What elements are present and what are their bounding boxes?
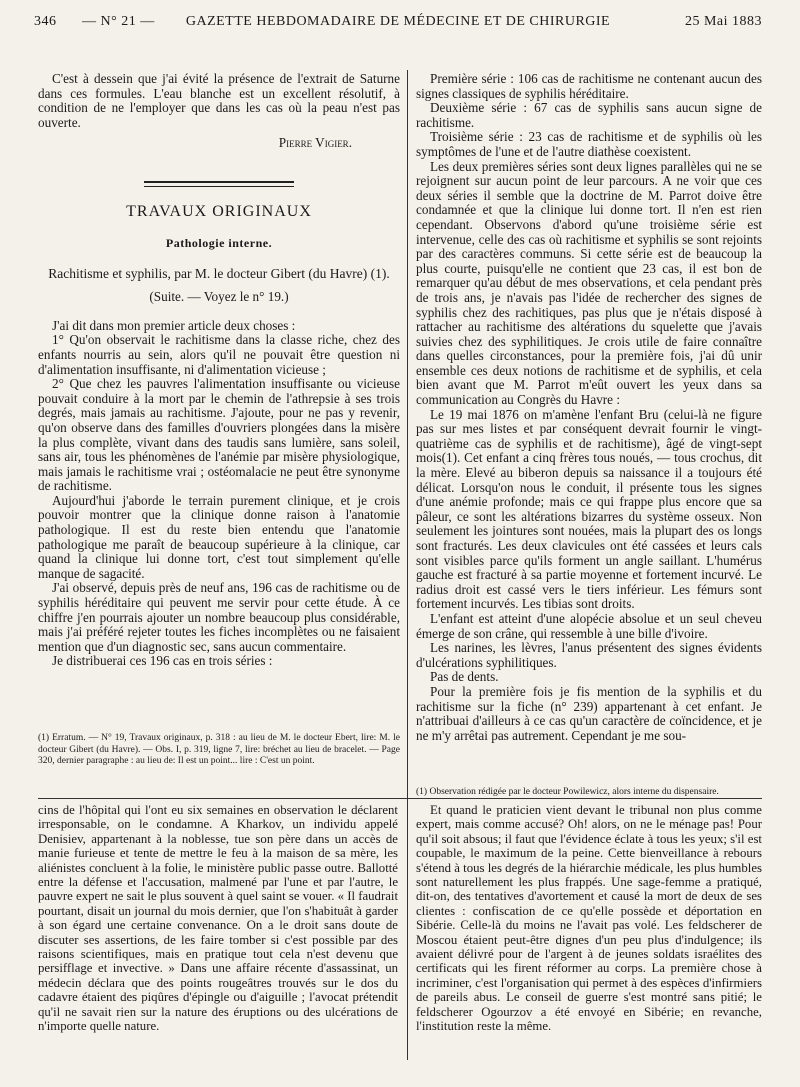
lower-left-column [38,803,398,1073]
paragraph: L'enfant est atteint d'une alopécie absolue et un seul cheveu émerge de son crâne, qui ressemble à une bille d'ivoire. [416,610,762,641]
lower-right-column [416,803,762,1073]
issue-date: 25 Mai 1883 [684,14,762,29]
paragraph: Pas de dents. [430,669,499,685]
paragraph: J'ai dit dans mon premier article deux choses : [52,317,296,333]
author-signature: Pierre Vigier. [278,135,352,151]
paragraph: cins de l'hôpital qui l'ont eu six semaines en observation le déclarent irresponsable, on le condamne. A Kharkov, un individu appelé Denisiev, appartenant à la noblesse, tue son père dans un accès de manie furieuse et tente de mettre le feu à la maison de sa mère, les aliénistes concluent à la folie, le ministère public passe outre. Ballotté entre la défense et l'accusation, malmené par l'une et par l'autre, le pauvre expert ne sait le plus souvent à quel saint se vouer. « Il faudrait pourtant, disait un journal du mois dernier, que l'on s'habituât à garder à son égard une certaine convenance. On a le droit sans doute de discuter ses assertions, de les faire tomber si c'est possible par des raisons scientifiques, mais en pratique tout cela n'est devenu que persifflage et invective. » Dans une affaire récente d'assassinat, un médecin déclara que des points rougeâtres trouvés sur le dos du cadavre étaient des piqûres d'épingle ou d'aiguille ; l'avocat prétendit qu'il ne savait rien sur la nature des éruptions ou des ulcérations de n'importe quelle nature. [38,803,398,1034]
paragraph: Les narines, les lèvres, l'anus présentent des signes évidents d'ulcérations syphilitiques. [416,640,762,670]
paragraph: Pour la première fois je fis mention de la syphilis et du rachitisme sur la fiche (n° 239) appartenant à cet enfant. Je n'attribuai d'ailleurs à ce cas qu'un caractère de coïncidence, et je ne m'y arrêtai pas autrement. Cependant je me sou- [416,683,762,743]
series-item: Première série : 106 cas de rachitisme ne contenant aucun des signes classiques de syphilis héréditaire. [416,72,762,101]
right-column [416,72,762,772]
subsection-title: Pathologie interne. [165,235,273,250]
paragraph: J'ai observé, depuis près de neuf ans, 196 cas de rachitisme ou de syphilis héréditaire qui peuvent me servir pour cette étude. À ce chiffre j'en pourrais ajouter un nombre beaucoup plus considérable, mais j'ai préféré rejeter toutes les fiches incomplètes ou ne faisaient mention que d'un diagnostic sec, sans aucun commentaire. [38,580,400,654]
paragraph: Aujourd'hui j'aborde le terrain purement clinique, et je crois pouvoir montrer que la clinique donne raison à l'anatomie pathologique. Il est du reste bien entendu que l'anatomie pathologique me paraît de beaucoup supérieure à la clinique, car quand la clinique lui donne tort, c'est tout simplement qu'elle manque de sagacité. [38,492,400,581]
continuation-note: (Suite. — Voyez le n° 19.) [149,289,289,305]
series-item: Troisième série : 23 cas de rachitisme et de syphilis où les symptômes de l'une et de l'autre diathèse coexistent. [416,129,762,159]
column-divider-lower [407,800,408,1060]
footnote-erratum: (1) Erratum. — N° 19, Travaux originaux, p. 318 : au lieu de M. le docteur Ebert, lire: M. le docteur Gibert (du Havre). — Obs. I, p. 319, ligne 7, lire: bréchet au lieu de bracelet. — Page 320, dernier paragraphe : au lieu de: Il est un point... lire : C'est un point. [38,733,400,766]
section-title: TRAVAUX ORIGINAUX [126,202,312,220]
paragraph: 1° Qu'on observait le rachitisme dans la classe riche, chez des enfants nourris au sein, alors qu'il ne pouvait être question ni d'alimentation insuffisante, ni d'alimentation vicieuse ; [38,332,400,377]
footnote-observation: (1) Observation rédigée par le docteur Powilewicz, alors interne du dispensaire. [416,787,719,797]
issue-number: — N° 21 — [82,14,155,29]
paragraph: Le 19 mai 1876 on m'amène l'enfant Bru (celui-là ne figure pas sur mes listes et par conséquent devrait fournir le vingt-quatrième cas de syphilis et de rachitisme), âgé de vingt-sept mois(1). Cet enfant a cinq frères tous noués, — tous crochus, dit la mère. Elevé au biberon depuis sa naissance il a toujours été délicat. Lorsqu'on nous le conduit, il présente tous les signes d'une anémie profonde; mais ce qui frappe plus encore que sa pâleur, ce sont les altérations bizarres du système osseux. Non seulement les jointures sont nouées, mais la plupart des os longs sont fracturés. Les deux clavicules ont été cassées et leurs cals sont visibles parce qu'ils forment un angle saillant. L'humérus gauche est fracturé à sa partie moyenne et fortement incurvé. Le radius droit est cassé vers le tiers inférieur. Les fémurs sont fortement incurvés. Les tibias sont droits. [416,406,762,612]
ornamental-rule [144,181,294,187]
page-number: 346 [34,14,57,29]
column-divider [407,70,408,800]
article-title: Rachitisme et syphilis, par M. le docteur Gibert (du Havre) (1). [48,266,390,282]
paragraph: Et quand le praticien vient devant le tribunal non plus comme expert, mais comme accusé? Oh! alors, on ne le ménage pas! Pour qu'il soit absous; il faut que l'évidence éclate à tous les yeux; s'il est coupable, le maximum de la peine. Cette bienveillance à rebours s'étend à tous les degrés de la hiérarchie médicale, les plus humbles sont naturellement les plus frappés. Une sage-femme a pratiqué, dit-on, des tentatives d'avortement et causé la mort de deux de ses clientes : confiscation de ce qu'elle possède et déportation en Sibérie. Celle-là du moins ne l'avait pas volé. Les feldscherer de Moscou étaient peut-être dignes d'un peu plus d'indulgence; ils avaient délivré pour de l'argent à de jeunes soldats israélites des certificats qui les firent réformer au corps. La première chose à incriminer, c'est l'organisation qui permet à des espèces d'infirmiers de pareils abus. Le conseil de guerre s'est montré sans pitié; le feldscherer Ogourzov a été envoyé en Sibérie; en revanche, l'institution reste la même. [416,803,762,1034]
paragraph: 2° Que chez les pauvres l'alimentation insuffisante ou vicieuse pouvait conduire à la mort par le chemin de l'athrepsie à ses trois degrés, mais jamais au rachitisme. J'ajoute, pour ne pas y revenir, qu'on observe dans des familles d'ouvriers plongées dans la misère la plus complète, vivant dans des taudis sans lumière, sans soleil, sans air, tous les phénomènes de l'anémie par misère physiologique, mais jamais le rachitisme vrai ; ostéomalacie ne peut être synonyme de rachitisme. [38,376,400,494]
series-item: Deuxième série : 67 cas de syphilis sans aucun signe de rachitisme. [416,100,762,130]
paragraph: Les deux premières séries sont deux lignes parallèles qui ne se rejoignent sur aucun point de leur parcours. A ne voir que ces deux séries il semble que la doctrine de M. Parrot doive être condamnée et que la clinique lui donne tort. Il n'en est rien cependant. Observons d'abord qu'une troisième série est intervenue, celle des cas où rachitisme et syphilis se sont rejoints par des caractères communs. Si cette série est de beaucoup la plus courte, puisqu'elle ne contient que 23 cas, il est bon de remarquer qu'au début de mes observations, et cela pendant près de trois ans, je n'avais pas l'idée de rechercher des signes de syphilis chez des rachitiques, pas plus que je n'étais disposé à rattacher au rachitisme des altérations du squelette que j'avais suivies chez des syphilitiques. Je crois utile de faire connaître dans quelles circonstances, pour la première fois, j'ai dû unir ensemble ces deux notions de rachitisme et de syphilis, et cela bien avant que M. Parrot m'eût ouvert les yeux dans sa communication au Congrès du Havre : [416,158,762,408]
journal-title: GAZETTE HEBDOMADAIRE DE MÉDECINE ET DE CHIRURGIE [185,14,611,29]
paragraph: Je distribuerai ces 196 cas en trois séries : [52,653,273,669]
page-header [34,10,762,34]
left-column [38,72,400,727]
paragraph: C'est à dessein que j'ai évité la présence de l'extrait de Saturne dans ces formules. L'eau blanche est un excellent résolutif, à condition de ne l'employer que dans les cas où la peau n'est pas ouverte. [38,72,400,130]
